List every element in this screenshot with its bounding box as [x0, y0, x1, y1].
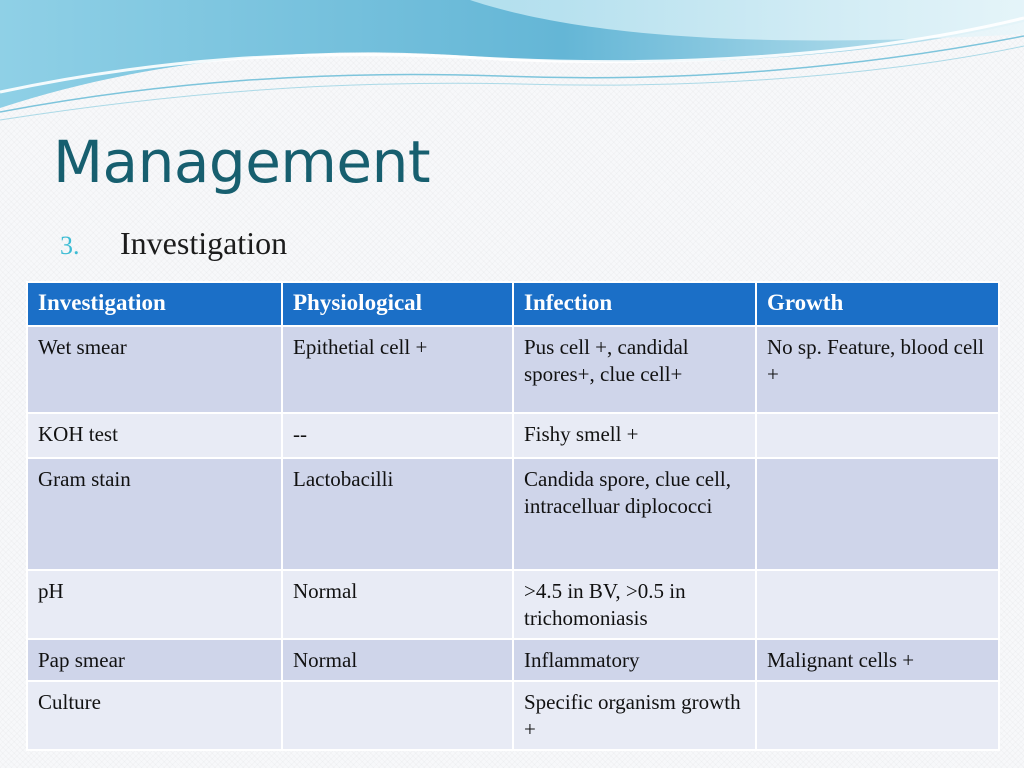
bullet-text: Investigation [120, 225, 288, 261]
investigation-table [26, 281, 1000, 751]
table-cell: Specific organism growth + [513, 681, 756, 750]
table-cell [756, 570, 999, 639]
table-cell: Inflammatory [513, 639, 756, 681]
table-row [27, 570, 999, 639]
table-cell: Epithetial cell + [282, 326, 513, 413]
table-row [27, 458, 999, 570]
table-cell [756, 458, 999, 570]
table-cell: Gram stain [27, 458, 282, 570]
slide-title: Management [53, 128, 431, 196]
table-cell: Fishy smell + [513, 413, 756, 458]
table-cell: Culture [27, 681, 282, 750]
header-cell: Physiological [282, 282, 513, 326]
table-cell: Normal [282, 639, 513, 681]
bullet-number: 3. [60, 231, 80, 260]
table-cell: No sp. Feature, blood cell + [756, 326, 999, 413]
table-cell [756, 681, 999, 750]
table-row [27, 681, 999, 750]
table-cell [282, 681, 513, 750]
table-cell: Normal [282, 570, 513, 639]
bullet-item [60, 225, 287, 262]
table-cell: Malignant cells + [756, 639, 999, 681]
table-row [27, 639, 999, 681]
table-row [27, 413, 999, 458]
header-cell: Investigation [27, 282, 282, 326]
table-cell: Pus cell +, candidal spores+, clue cell+ [513, 326, 756, 413]
table-row [27, 326, 999, 413]
table-cell: KOH test [27, 413, 282, 458]
table-cell [756, 413, 999, 458]
table-cell: Candida spore, clue cell, intracelluar diplococci [513, 458, 756, 570]
table-header-row [27, 282, 999, 326]
table-cell: Wet smear [27, 326, 282, 413]
table-cell: >4.5 in BV, >0.5 in trichomoniasis [513, 570, 756, 639]
header-cell: Growth [756, 282, 999, 326]
table-cell: -- [282, 413, 513, 458]
table-cell: pH [27, 570, 282, 639]
header-wave-decoration [0, 0, 1024, 130]
header-cell: Infection [513, 282, 756, 326]
table-cell: Lactobacilli [282, 458, 513, 570]
table-cell: Pap smear [27, 639, 282, 681]
